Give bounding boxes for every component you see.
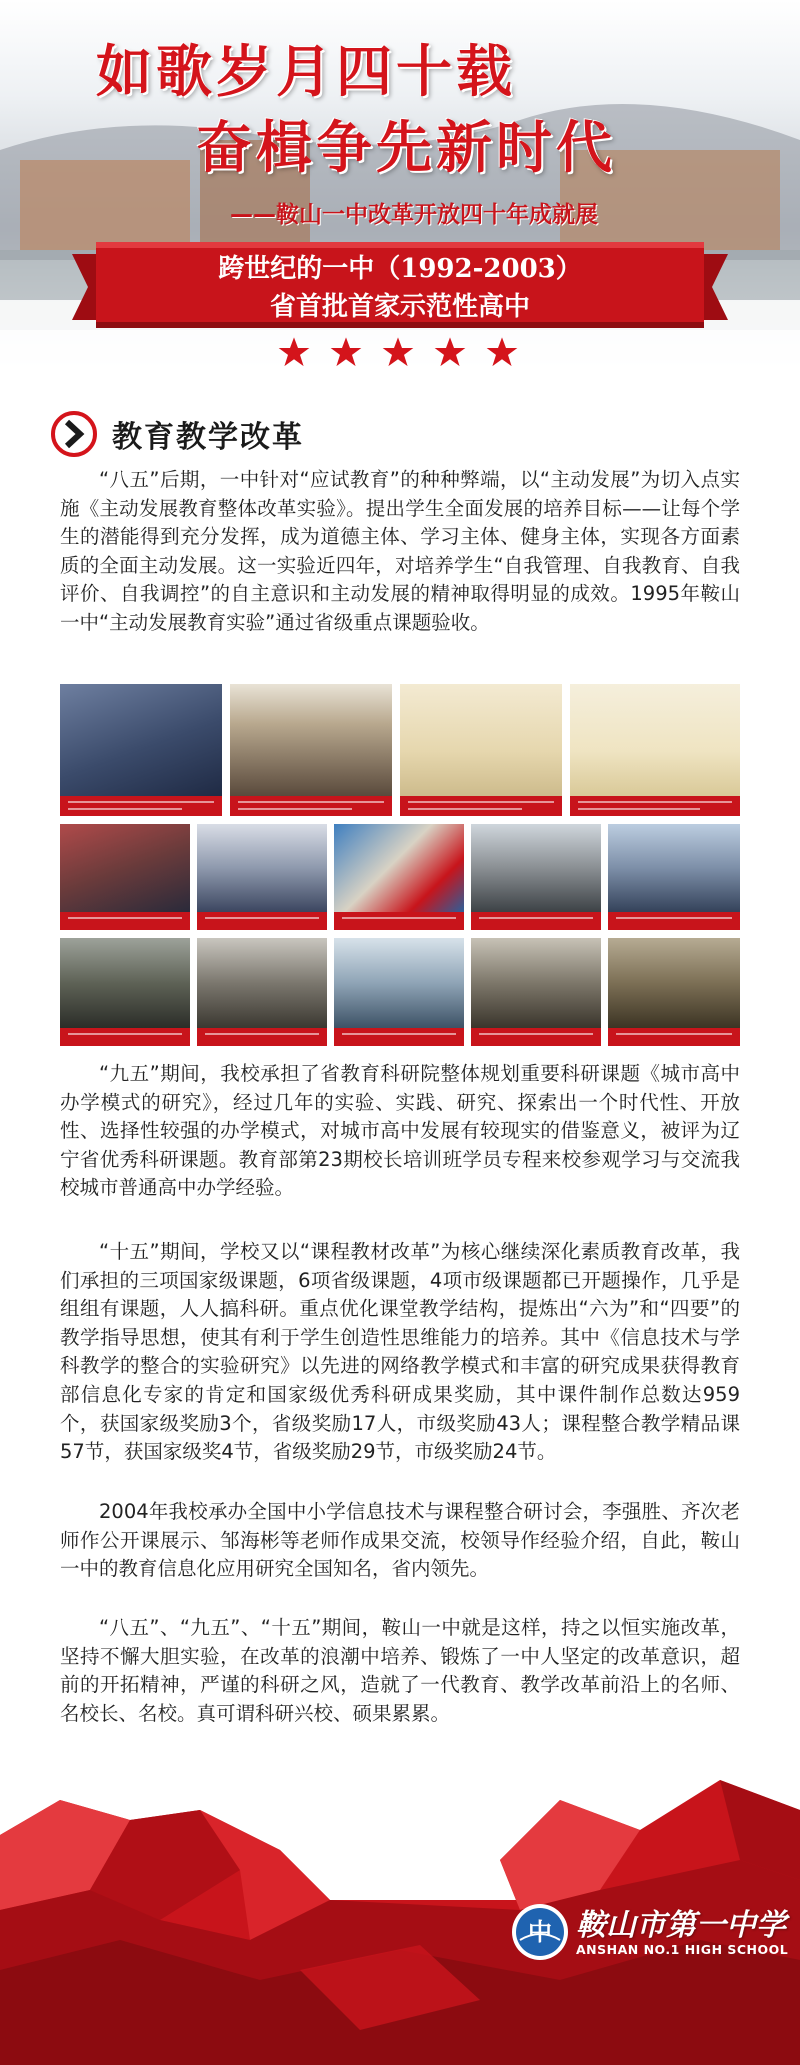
photo-classroom — [60, 938, 190, 1046]
photo-lecture — [608, 938, 740, 1046]
photo-classroom — [471, 938, 601, 1046]
photo-group — [608, 824, 740, 930]
star-icon — [330, 336, 362, 368]
main-title-line1: 如歌岁月四十载 — [96, 40, 516, 105]
ribbon-honor-text: 省首批首家示范性高中 — [269, 292, 530, 322]
photo-conference — [230, 684, 392, 816]
photo-classroom — [197, 938, 327, 1046]
photo-plaque — [570, 684, 740, 816]
paragraph-85-reform: “八五”后期，一中针对“应试教育”的种种弊端，以“主动发展”为切入点实施《主动发展教育整体改革实验》。提出学生全面发展的培养目标——让每个学生的潜能得到充分发挥，成为道德主体、学习主体、健身主体，实现各方面素质的全面主动发展。这一实验近四年，对培养学生“自我管理、自我教育、自我评价、自我调控”的自主意识和主动发展的精神取得明显的成效。1995年鞍山一中“主动发展教育实验”通过省级重点课题验收。 — [60, 468, 740, 634]
chevron-right-circle-icon — [50, 410, 98, 458]
photo-books — [334, 824, 464, 930]
school-name-english: ANSHAN NO.1 HIGH SCHOOL — [576, 1942, 789, 1957]
section-title: 教育教学改革 — [112, 420, 304, 455]
paragraph-summary: “八五”、“九五”、“十五”期间，鞍山一中就是这样，持之以恒实施改革，坚持不懈大胆实验，在改革的浪潮中培养、锻炼了一中人坚定的改革意识，超前的开拓精神，严谨的科研之风，造就了一代教育、教学改革前沿上的名师、名校长、名校。真可谓科研兴校、硕果累累。 — [60, 1616, 740, 1725]
photo-grid — [60, 684, 740, 1046]
star-icon — [278, 336, 310, 368]
main-title-line2: 奋楫争先新时代 — [196, 116, 616, 181]
star-icon — [382, 336, 414, 368]
photo-classroom — [334, 938, 464, 1046]
star-row — [278, 336, 518, 370]
ribbon-era-text: 跨世纪的一中（1992-2003） — [218, 254, 582, 284]
paragraph-95-research: “九五”期间，我校承担了省教育科研院整体规划重要科研课题《城市高中办学模式的研究》，经过几年的实验、实践、研究、探索出一个时代性、开放性、选择性较强的办学模式，对城市高中发展有较现实的借鉴意义，被评为辽宁省优秀科研课题。教育部第23期校长培训班学员专程来校参观学习与交流我校城市普通高中办学经验。 — [60, 1062, 740, 1200]
header-banner — [0, 0, 800, 380]
star-icon — [434, 336, 466, 368]
school-logo — [510, 1898, 789, 1968]
photo-conference — [197, 824, 327, 930]
emblem-char: 中 — [528, 1918, 552, 1946]
paragraph-10th-five-year: “十五”期间，学校又以“课程教材改革”为核心继续深化素质教育改革，我们承担的三项国家级课题，6项省级课题，4项市级课题都已开题操作，几乎是组组有课题，人人搞科研。重点优化课堂教学结构，提炼出“六为”和“四要”的教学指导思想，使其有利于学生创造性思维能力的培养。其中《信息技术与学科教学的整合的实验研究》以先进的网络教学模式和丰富的研究成果获得教育部信息化专家的肯定和国家级优秀科研成果奖励，其中课件制作总数达959个，获国家级奖励3个，省级奖励17人，市级奖励43人；课程整合教学精品课57节，获国家级奖4节，省级奖励29节，市级奖励24节。 — [60, 1240, 740, 1464]
paragraph-2004-conference: 2004年我校承办全国中小学信息技术与课程整合研讨会，李强胜、齐次老师作公开课展示、邹海彬等老师作成果交流，校领导作经验介绍，自此，鞍山一中的教育信息化应用研究全国知名，省内领先。 — [60, 1500, 740, 1581]
school-emblem-icon — [510, 1902, 570, 1962]
main-subtitle: ——鞍山一中改革开放四十年成就展 — [230, 202, 598, 228]
photo-meeting — [60, 824, 190, 930]
photo-meeting — [60, 684, 222, 816]
photo-visit — [471, 824, 601, 930]
era-ribbon — [72, 240, 728, 330]
photo-certificate — [400, 684, 562, 816]
star-icon — [486, 336, 518, 368]
school-name: 鞍山市第一中学 — [576, 1908, 786, 1943]
